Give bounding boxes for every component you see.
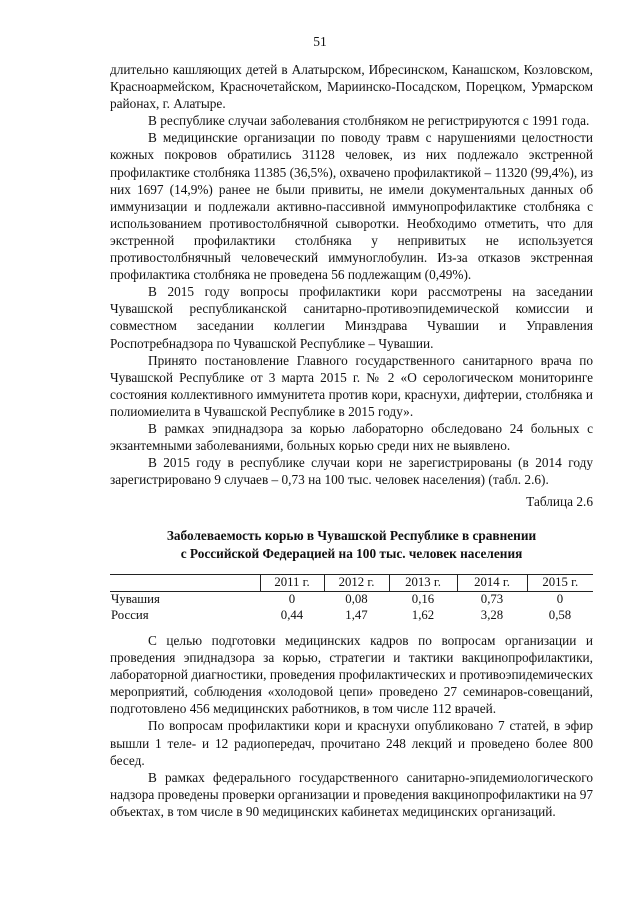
table-header-year: 2015 г. [527,575,593,592]
table-header-year: 2014 г. [457,575,527,592]
table-title [110,527,593,562]
table-title-line: Заболеваемость корью в Чувашской Республике в сравнении [166,528,537,543]
paragraph: В рамках эпиднадзора за корью лабораторно обследовано 24 больных с экзантемными заболеваниями, больных корью среди них не выявлено. [110,420,593,454]
table-header-year: 2012 г. [324,575,389,592]
table-cell: 0,73 [480,592,504,606]
table-label: Таблица 2.6 [526,494,593,509]
page-number: 51 [313,34,327,49]
table-cell: 1,62 [411,608,435,622]
table-title-line: с Российской Федерацией на 100 тыс. человек населения [180,545,523,561]
table-cell: 0 [288,592,296,606]
table-header-blank [110,575,260,592]
paragraph: С целью подготовки медицинских кадров по вопросам организации и проведения эпиднадзора за корью, стратегии и тактики вакцинопрофилактики, лабораторной диагностики, проведения профилактических и противоэпидемических мероприятий, соблюдения «холодовой цепи» проведено 27 семинаров-совещаний, подготовлено 456 медицинских работников, в том числе 112 врачей. [110,633,593,717]
paragraph: В 2015 году в республике случаи кори не зарегистрированы (в 2014 году зарегистрировано 9 случаев – 0,73 на 100 тыс. человек населения) (табл. 2.6). [110,455,593,488]
table-header-year: 2013 г. [389,575,457,592]
table-cell: 0,58 [548,608,572,622]
paragraph: В рамках федерального государственного санитарно-эпидемиологического надзора проведены проверки организации и проведения вакцинопрофилактики на 97 объектах, в том числе в 90 медицинских кабинетах медицинских организаций. [110,769,593,819]
paragraph: По вопросам профилактики кори и краснухи опубликовано 7 статей, в эфир вышли 1 теле- и 12 радиопередач, прочитано 248 лекций и проведено более 800 бесед. [110,718,593,768]
table-row-label: Россия [111,608,149,622]
table-row-label: Чувашия [111,592,160,606]
paragraph: В 2015 году вопросы профилактики кори рассмотрены на заседании Чувашской республиканской санитарно-противоэпидемической комиссии и совместном заседании коллегии Минздрава Чувашии и Управления Роспотребнадзора по Чувашской Республике – Чувашии. [110,284,593,351]
paragraph: длительно кашляющих детей в Алатырском, Ибресинском, Канашском, Козловском, Красноармейском, Красночетайском, Мариинско-Посадском, Порецком, Урмарском районах, г. Алатыре. [110,62,593,112]
body-text-top [110,61,593,488]
table-cell: 0,44 [280,608,304,622]
paragraph: В медицинские организации по поводу травм с нарушениями целостности кожных покровов обратились 31128 человек, из них подлежало экстренной профилактике столбняка 11385 (36,5%), охвачено профилактикой – 11320 (99,4%), из них 1697 (14,9%) ранее не были привиты, не имели документальных данных об иммунизации и подлежали активно-пассивной иммунопрофилактике столбняка с использованием противостолбнячной сыворотки. Необходимо отметить, что для экстренной профилактики столбняка у непривитых не используется противостолбнячный человеческий иммуноглобулин. Из-за отказов экстренная профилактика столбняка не проведена 56 подлежащим (0,49%). [110,130,593,283]
table-cell: 1,47 [345,608,368,622]
paragraph: В республике случаи заболевания столбняком не регистрируются с 1991 года. [148,113,590,129]
table-cell: 0 [556,592,564,606]
table-cell: 0,16 [411,592,435,606]
paragraph: Принято постановление Главного государственного санитарного врача по Чувашской Республике от 3 марта 2015 г. № 2 «О серологическом мониторинге состояния коллективного иммунитета против кори, краснухи, дифтерии, столбняка и полиомиелита в Чувашской Республике в 2015 году». [110,352,593,419]
table-row [110,592,593,609]
table-cell: 0,08 [345,592,368,606]
table-row [110,608,593,625]
table-header-row [110,575,593,592]
measles-incidence-table [110,574,593,625]
body-text-bottom [110,632,593,820]
table-header-year: 2011 г. [260,575,324,592]
table-cell: 3,28 [480,608,504,622]
